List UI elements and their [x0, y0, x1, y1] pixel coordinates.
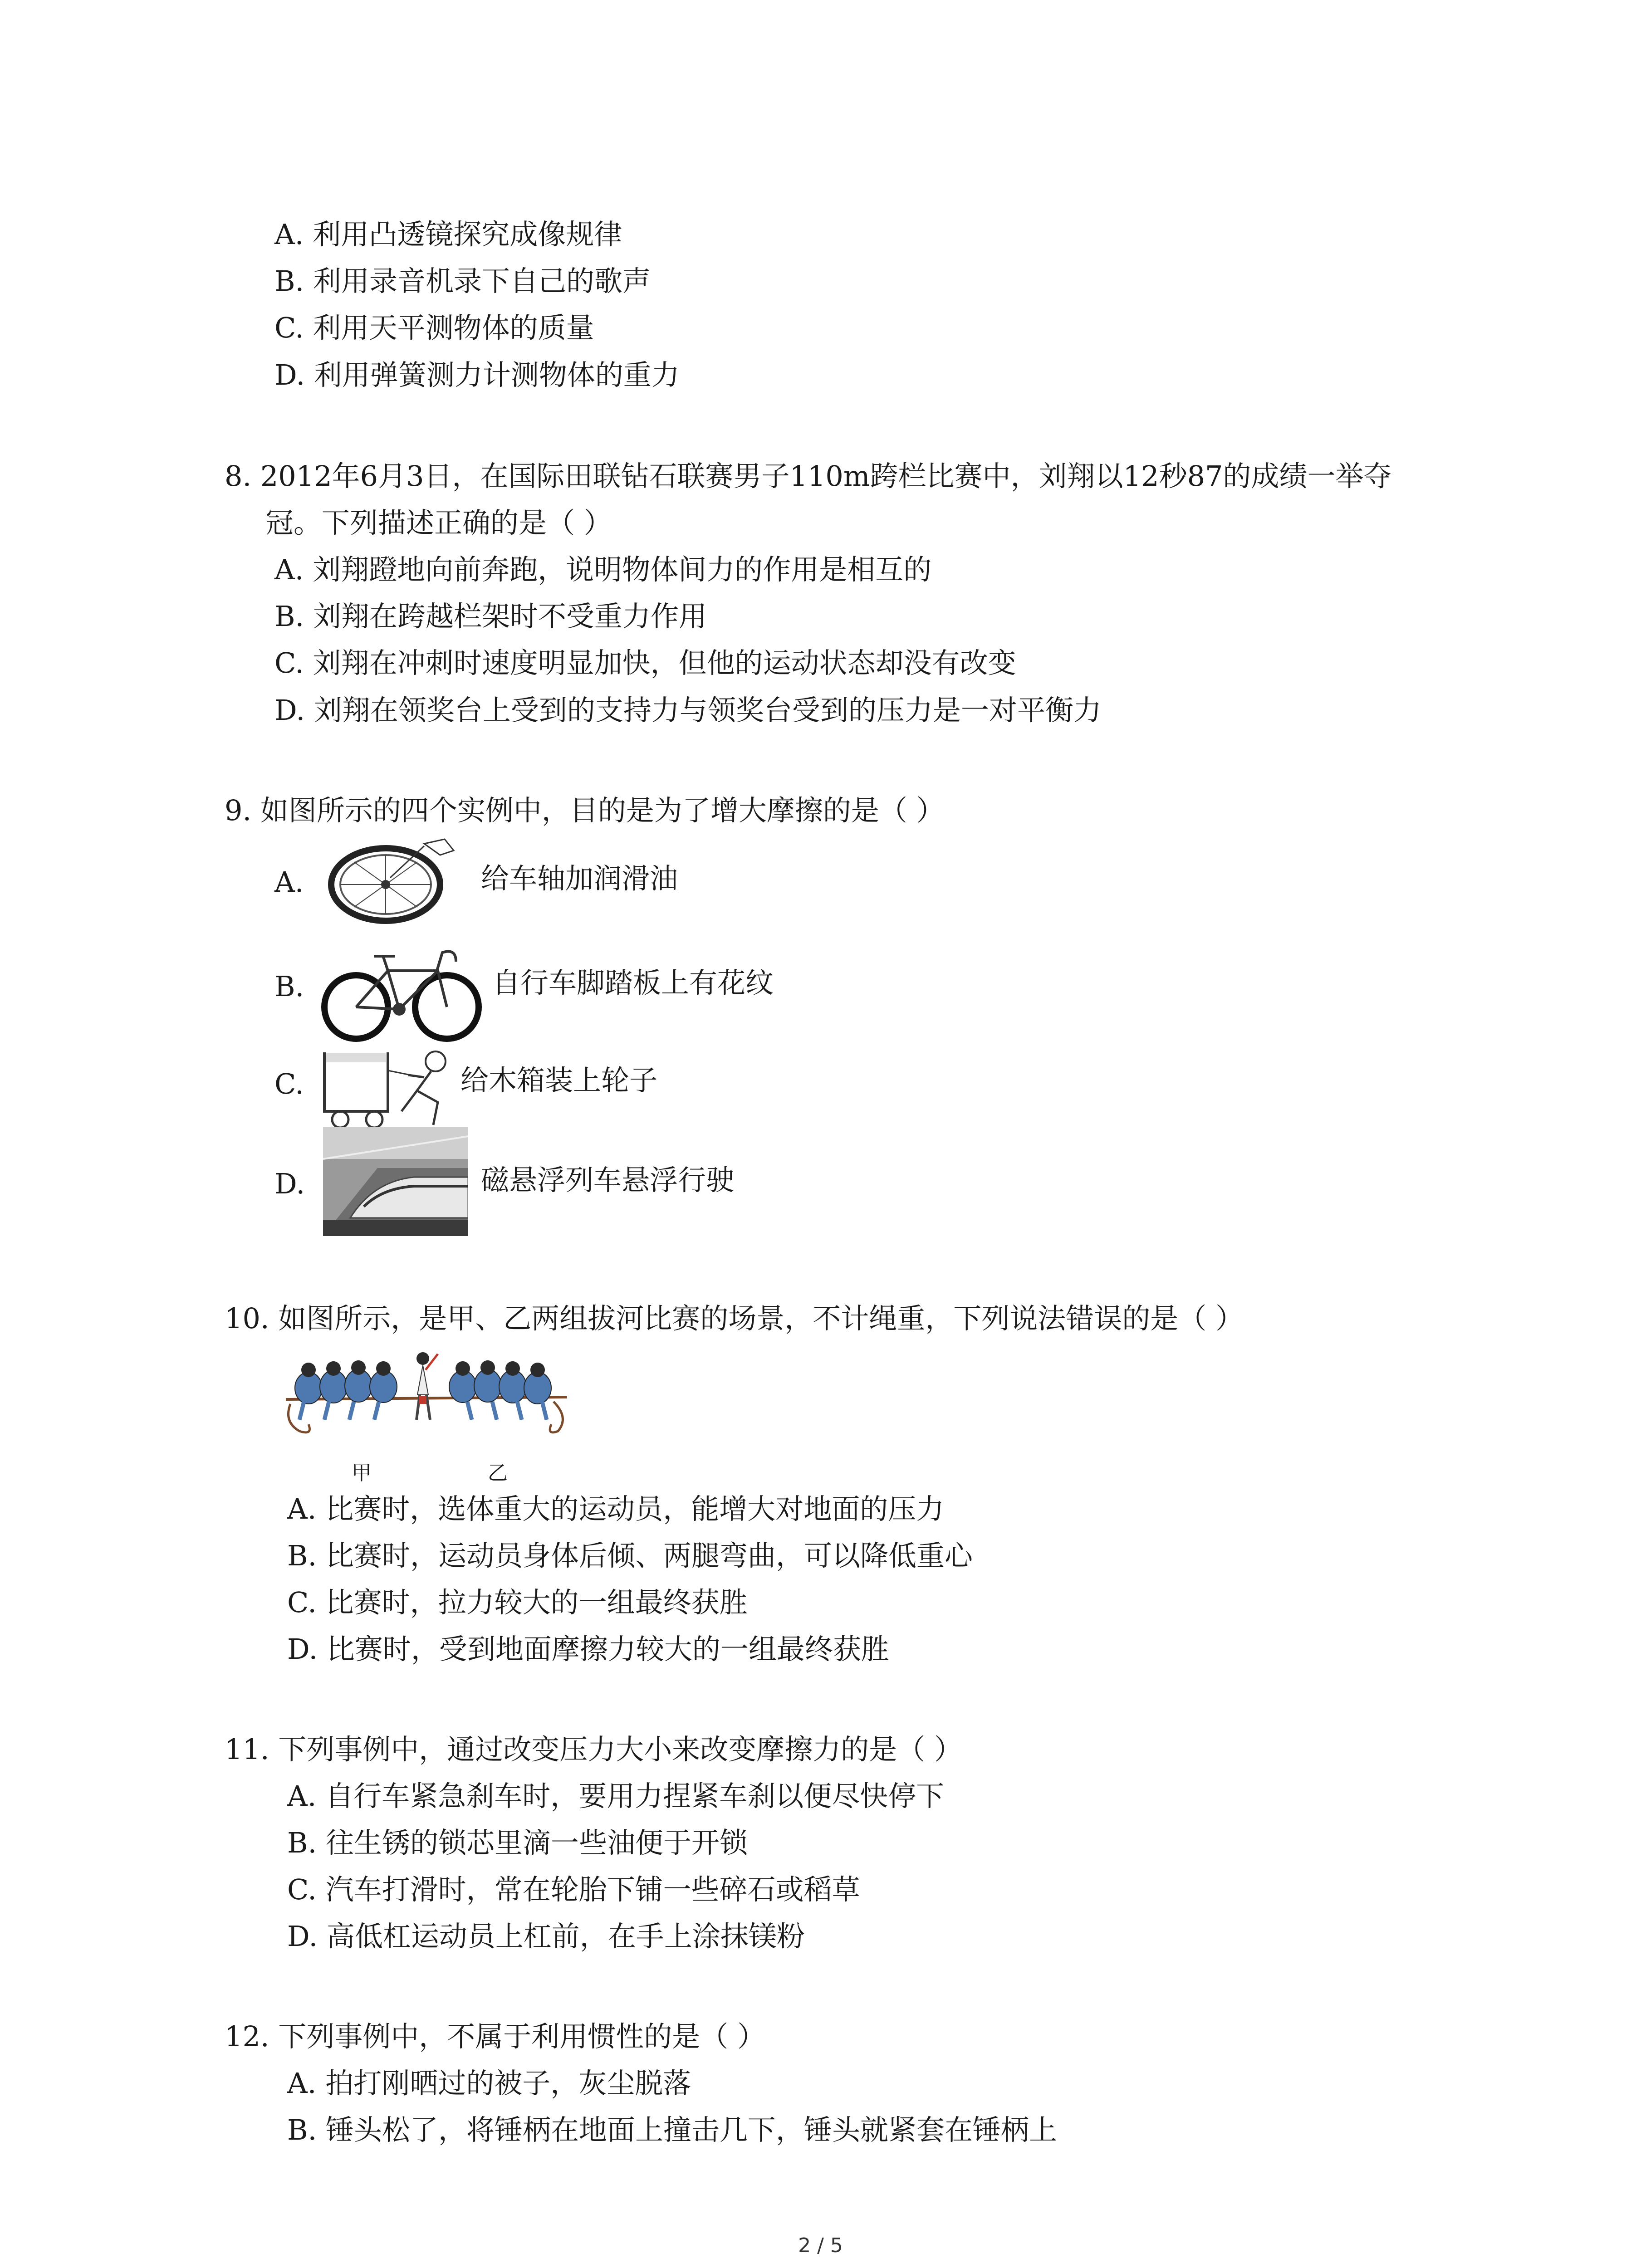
q9-option-c-text: 给木箱装上轮子 — [460, 1064, 658, 1097]
q8-option-c: C. 刘翔在冲刺时速度明显加快，但他的运动状态却没有改变 — [274, 646, 1016, 679]
page-number: 2 / 5 — [798, 2234, 843, 2257]
team-yi-label: 乙 — [488, 1461, 508, 1485]
q10-option-a: A. 比赛时，选体重大的运动员，能增大对地面的压力 — [287, 1492, 945, 1525]
q9-option-d-text: 磁悬浮列车悬浮行驶 — [481, 1163, 735, 1197]
maglev-train-photo — [323, 1127, 468, 1236]
q8-option-d: D. 刘翔在领奖台上受到的支持力与领奖台受到的压力是一对平衡力 — [274, 694, 1102, 727]
q11-stem: 11. 下列事例中，通过改变压力大小来改变摩擦力的是（ ） — [225, 1733, 963, 1766]
q10-stem: 10. 如图所示，是甲、乙两组拔河比赛的场景，不计绳重，下列说法错误的是（ ） — [225, 1302, 1244, 1335]
q11-option-d: D. 高低杠运动员上杠前，在手上涂抹镁粉 — [287, 1920, 805, 1953]
q9-option-a-letter: A. — [274, 865, 304, 899]
wheel-lubrication-illustration — [318, 835, 467, 925]
q11-option-c: C. 汽车打滑时，常在轮胎下铺一些碎石或稻草 — [287, 1873, 860, 1906]
q7-option-a: A. 利用凸透镜探究成像规律 — [274, 218, 622, 251]
q9-option-a-text: 给车轴加润滑油 — [481, 862, 678, 895]
q12-option-b: B. 锤头松了，将锤柄在地面上撞击几下，锤头就紧套在锤柄上 — [287, 2113, 1057, 2146]
q9-option-b-letter: B. — [274, 970, 304, 1003]
q10-option-d: D. 比赛时，受到地面摩擦力较大的一组最终获胜 — [287, 1633, 889, 1666]
q10-option-c: C. 比赛时，拉力较大的一组最终获胜 — [287, 1586, 748, 1619]
q10-option-b: B. 比赛时，运动员身体后倾、两腿弯曲，可以降低重心 — [287, 1539, 973, 1572]
q12-stem: 12. 下列事例中，不属于利用惯性的是（ ） — [225, 2020, 766, 2053]
q7-option-b: B. 利用录音机录下自己的歌声 — [274, 264, 651, 298]
q9-option-c-letter: C. — [274, 1067, 304, 1100]
bicycle-illustration — [320, 934, 483, 1043]
q7-option-c: C. 利用天平测物体的质量 — [274, 311, 594, 344]
wheeled-box-illustration — [320, 1043, 460, 1129]
team-jia-label: 甲 — [352, 1461, 372, 1485]
q8-option-b: B. 刘翔在跨越栏架时不受重力作用 — [274, 600, 707, 633]
q9-stem: 9. 如图所示的四个实例中，目的是为了增大摩擦的是（ ） — [225, 794, 945, 827]
q8-option-a: A. 刘翔蹬地向前奔跑，说明物体间力的作用是相互的 — [274, 553, 932, 586]
q9-option-d-letter: D. — [274, 1167, 305, 1200]
q12-option-a: A. 拍打刚晒过的被子，灰尘脱落 — [287, 2067, 691, 2100]
q8-stem-line2: 冠。下列描述正确的是（ ） — [265, 506, 612, 539]
q11-option-b: B. 往生锈的锁芯里滴一些油便于开锁 — [287, 1826, 748, 1859]
q8-stem-line1: 8. 2012年6月3日，在国际田联钻石联赛男子110m跨栏比赛中，刘翔以12秒87的成绩一举夺 — [225, 459, 1392, 493]
q11-option-a: A. 自行车紧急刹车时，要用力捏紧车刹以便尽快停下 — [287, 1779, 945, 1813]
tug-of-war-illustration — [281, 1345, 572, 1449]
q9-option-b-text: 自行车脚踏板上有花纹 — [492, 966, 774, 999]
q7-option-d: D. 利用弹簧测力计测物体的重力 — [274, 358, 680, 391]
